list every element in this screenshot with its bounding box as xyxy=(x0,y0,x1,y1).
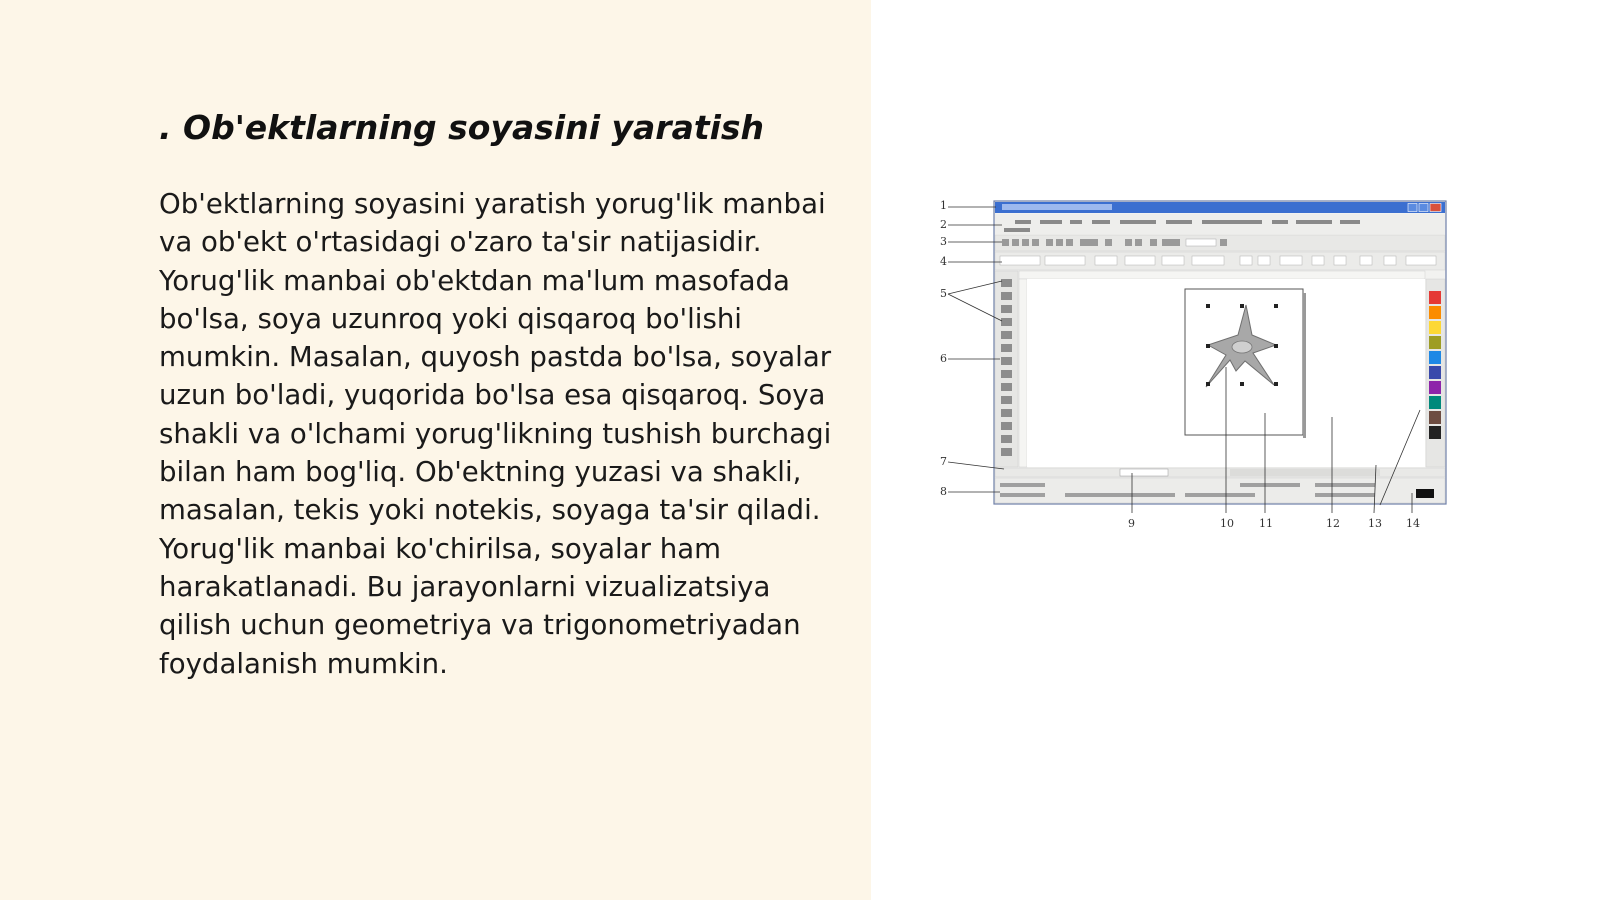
horizontal-scrollbar xyxy=(1230,469,1380,476)
left-callout-labels xyxy=(940,199,947,498)
callout-label-13: 13 xyxy=(1368,517,1382,530)
palette-swatch xyxy=(1429,366,1441,379)
fill-indicator xyxy=(1416,489,1434,498)
bottom-callout-labels xyxy=(1128,517,1420,530)
callout-label-7: 7 xyxy=(940,455,947,468)
callout-label-11: 11 xyxy=(1259,517,1273,530)
callout-label-1: 1 xyxy=(940,199,947,212)
palette-swatch xyxy=(1429,321,1441,334)
status-bar xyxy=(995,478,1445,503)
palette-swatch xyxy=(1429,426,1441,439)
slide-body-text: Ob'ektlarning soyasini yaratish yorug'lik manbai va ob'ekt o'rtasidagi o'zaro ta'sir natijasidir. Yorug'lik manbai ob'ektdan ma'lum masofada bo'lsa, soya uzunroq yoki qisqaroq bo'lishi mumkin. Masalan, quyosh pastda bo'lsa, soyalar uzun bo'ladi, yuqorida bo'lsa esa qisqaroq. Soya shakli va o'lchami yorug'likning tushish burchagi bilan ham bog'liq. Ob'ektning yuzasi va shakli, masalan, tekis yoki notekis, soyaga ta'sir qiladi. Yorug'lik manbai ko'chirilsa, soyalar ham harakatlanadi. Bu jarayonlarni vizualizatsiya qilish uchun geometriya va trigonometriyadan foydalanish mumkin. xyxy=(159,187,832,680)
slide-title: . Ob'ektlarning soyasini yaratish xyxy=(159,108,765,147)
page-tab xyxy=(1120,469,1168,476)
callout-label-5: 5 xyxy=(940,287,947,300)
callout-label-3: 3 xyxy=(940,235,947,248)
palette-swatch xyxy=(1429,336,1441,349)
callout-label-2: 2 xyxy=(940,218,947,231)
callout-label-12: 12 xyxy=(1326,517,1340,530)
vertical-ruler xyxy=(1019,279,1027,467)
callout-label-9: 9 xyxy=(1128,517,1135,530)
palette-swatch xyxy=(1429,381,1441,394)
star-center xyxy=(1232,341,1252,353)
coreldraw-window-figure xyxy=(940,195,1460,550)
palette-swatch xyxy=(1429,291,1441,304)
page-shadow xyxy=(1303,293,1306,438)
callout-label-8: 8 xyxy=(940,485,947,498)
callout-label-4: 4 xyxy=(940,255,947,268)
callout-label-6: 6 xyxy=(940,352,947,365)
property-bar-fields xyxy=(1000,256,1436,265)
palette-swatch xyxy=(1429,351,1441,364)
close-icon xyxy=(1430,204,1441,212)
callout-label-10: 10 xyxy=(1220,517,1234,530)
callout-label-14: 14 xyxy=(1406,517,1420,530)
title-text-mark xyxy=(1002,204,1112,210)
minimize-icon xyxy=(1408,204,1417,212)
palette-swatch xyxy=(1429,306,1441,319)
horizontal-ruler xyxy=(1019,271,1425,279)
maximize-icon xyxy=(1419,204,1428,212)
palette-swatch xyxy=(1429,411,1441,424)
palette-swatch xyxy=(1429,396,1441,409)
